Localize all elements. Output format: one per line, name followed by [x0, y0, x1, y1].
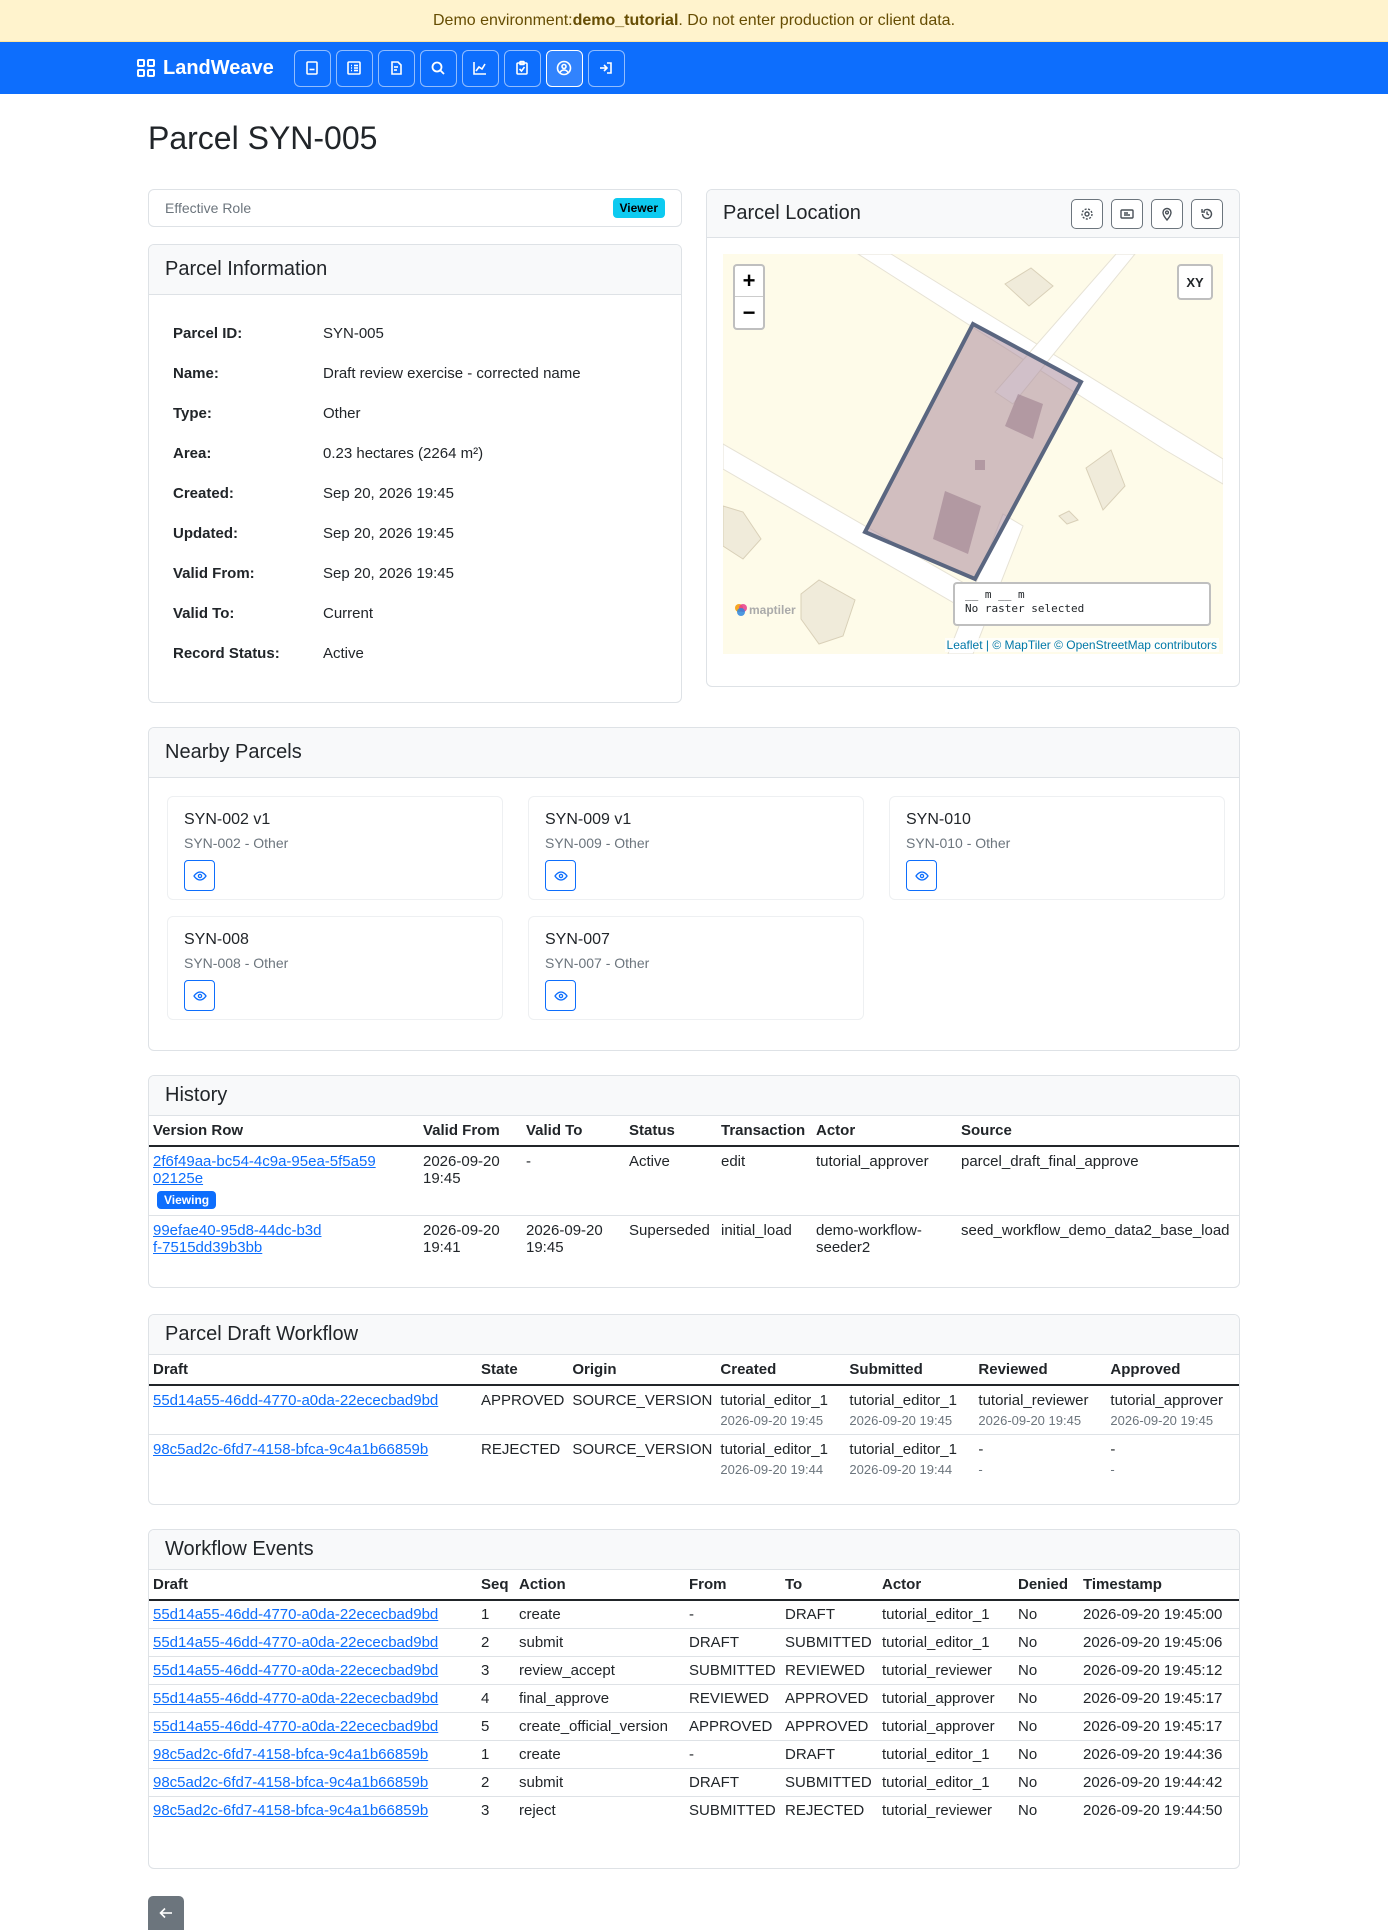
seq-cell: 5	[477, 1713, 515, 1741]
nearby-parcel-title: SYN-009 v1	[545, 811, 632, 828]
seq-cell: 4	[477, 1685, 515, 1713]
arrow-left-icon	[159, 1907, 173, 1919]
seq-cell: 3	[477, 1657, 515, 1685]
action-cell: create	[515, 1741, 685, 1769]
origin-cell: SOURCE_VERSION	[568, 1385, 716, 1435]
col-actor: Actor	[878, 1570, 1014, 1600]
submitted-timestamp: 2026-09-20 19:45	[849, 1413, 953, 1428]
nav-logout-button[interactable]	[588, 50, 625, 87]
draft-link[interactable]: 55d14a55-46dd-4770-a0da-22ececbad9bd	[153, 1690, 439, 1707]
eye-icon	[193, 871, 207, 881]
draft-link[interactable]: 55d14a55-46dd-4770-a0da-22ececbad9bd	[153, 1662, 439, 1679]
parcel-information-header: Parcel Information	[149, 245, 681, 295]
from-cell: -	[685, 1600, 781, 1629]
draft-link[interactable]: 55d14a55-46dd-4770-a0da-22ececbad9bd	[153, 1718, 439, 1735]
transaction-cell: edit	[717, 1146, 812, 1216]
reviewed-cell	[974, 1385, 1106, 1435]
nearby-parcel-title: SYN-002 v1	[184, 811, 271, 828]
draft-workflow-table	[149, 1355, 1239, 1483]
nearby-parcel-subtitle: SYN-008 - Other	[184, 955, 289, 971]
to-cell: APPROVED	[781, 1685, 878, 1713]
parcel-location-card	[706, 189, 1240, 687]
workflow-events-card	[148, 1529, 1240, 1869]
reviewed-actor: -	[978, 1441, 984, 1458]
info-value: Other	[323, 405, 361, 422]
action-cell: submit	[515, 1769, 685, 1797]
parcel-information-card	[148, 244, 682, 703]
submitted-cell	[845, 1385, 974, 1435]
info-key: Record Status:	[173, 645, 280, 662]
info-key: Valid From:	[173, 565, 255, 582]
col-source: Source	[957, 1116, 1239, 1146]
nearby-parcel-subtitle: SYN-002 - Other	[184, 835, 289, 851]
action-cell: reject	[519, 1802, 556, 1819]
maptiler-logo-icon	[733, 602, 749, 618]
view-parcel-button[interactable]	[184, 860, 215, 891]
workflow-events-table	[149, 1570, 1239, 1824]
seq-cell: 1	[477, 1600, 515, 1629]
valid-to-cell: -	[522, 1146, 625, 1216]
seq-cell: 2	[477, 1769, 515, 1797]
list-icon	[346, 60, 362, 76]
map-toolbar	[1063, 199, 1223, 229]
book-icon	[304, 60, 320, 76]
col-draft: Draft	[149, 1570, 477, 1600]
map-locate-button[interactable]	[1151, 199, 1183, 229]
col-from: From	[685, 1570, 781, 1600]
nearby-parcel-title: SYN-007	[545, 931, 610, 948]
raster-status: No raster selected	[965, 602, 1085, 615]
history-header: History	[149, 1076, 1239, 1116]
raster-info-panel	[953, 582, 1211, 626]
denied-cell: No	[1014, 1769, 1079, 1797]
actor-cell: tutorial_editor_1	[878, 1741, 1014, 1769]
draft-link[interactable]: 98c5ad2c-6fd7-4158-bfca-9c4a1b66859b	[153, 1746, 429, 1763]
demo-environment-banner	[0, 0, 1388, 42]
logout-icon	[598, 60, 614, 76]
created-cell	[716, 1385, 845, 1435]
info-key: Updated:	[173, 525, 238, 542]
nearby-parcel-subtitle: SYN-010 - Other	[906, 835, 1011, 851]
to-cell: SUBMITTED	[781, 1769, 878, 1797]
created-cell	[716, 1435, 845, 1484]
from-cell: DRAFT	[685, 1629, 781, 1657]
nav-chart-button[interactable]	[462, 50, 499, 87]
actor-cell: tutorial_approver	[812, 1146, 957, 1216]
info-key: Created:	[173, 485, 234, 502]
approved-actor: tutorial_approver	[1110, 1392, 1223, 1409]
reviewed-timestamp: 2026-09-20 19:45	[978, 1413, 1082, 1428]
from-cell: -	[685, 1741, 781, 1769]
to-cell: REJECTED	[785, 1802, 865, 1819]
view-parcel-button[interactable]	[545, 860, 576, 891]
table-row	[149, 1435, 1239, 1484]
table-row	[149, 1629, 1239, 1657]
nav-book-button[interactable]	[294, 50, 331, 87]
submitted-cell	[845, 1435, 974, 1484]
col-submitted: Submitted	[845, 1355, 974, 1385]
col-valid-to: Valid To	[522, 1116, 625, 1146]
to-cell: DRAFT	[781, 1741, 878, 1769]
denied-cell: No	[1014, 1713, 1079, 1741]
zoom-out-button[interactable]: −	[742, 299, 756, 325]
col-status: Status	[625, 1116, 717, 1146]
apps-grid-icon	[137, 59, 155, 77]
id-card-icon	[1120, 207, 1134, 221]
col-valid-from: Valid From	[419, 1116, 522, 1146]
approved-cell	[1106, 1435, 1239, 1484]
origin-cell: SOURCE_VERSION	[572, 1441, 713, 1458]
created-actor: tutorial_editor_1	[720, 1392, 828, 1409]
denied-cell: No	[1014, 1657, 1079, 1685]
actor-cell: tutorial_reviewer	[882, 1802, 993, 1819]
draft-link[interactable]: 98c5ad2c-6fd7-4158-bfca-9c4a1b66859b	[153, 1774, 429, 1791]
col-transaction: Transaction	[717, 1116, 812, 1146]
table-row	[149, 1797, 1239, 1825]
nearby-parcel-tile	[167, 916, 503, 1020]
timestamp-cell: 2026-09-20 19:44:50	[1083, 1802, 1223, 1819]
submitted-actor: tutorial_editor_1	[849, 1392, 957, 1409]
action-cell: final_approve	[515, 1685, 685, 1713]
eye-icon	[915, 871, 929, 881]
denied-cell: No	[1014, 1685, 1079, 1713]
version-link[interactable]: 2f6f49aa-bc54-4c9a-95ea-5f5a5902125e	[153, 1153, 376, 1187]
approved-timestamp: -	[1110, 1462, 1115, 1477]
role-badge: Viewer	[613, 198, 665, 218]
nav-list-button[interactable]	[336, 50, 373, 87]
info-value: Draft review exercise - corrected name	[323, 365, 581, 382]
created-timestamp: 2026-09-20 19:45	[720, 1413, 824, 1428]
reviewed-cell	[974, 1435, 1106, 1484]
col-action: Action	[515, 1570, 685, 1600]
reviewed-actor: tutorial_reviewer	[978, 1392, 1089, 1409]
table-row	[149, 1216, 1239, 1263]
view-parcel-button[interactable]	[545, 980, 576, 1011]
valid-to-cell: 2026-09-20 19:45	[526, 1222, 603, 1256]
draft-link[interactable]: 98c5ad2c-6fd7-4158-bfca-9c4a1b66859b	[153, 1802, 429, 1819]
table-row	[149, 1685, 1239, 1713]
action-cell: review_accept	[515, 1657, 685, 1685]
status-cell: Active	[625, 1146, 717, 1216]
timestamp-cell: 2026-09-20 19:45:17	[1079, 1713, 1239, 1741]
action-cell: create	[515, 1600, 685, 1629]
status-cell: Superseded	[629, 1222, 710, 1239]
chart-icon	[472, 60, 488, 76]
from-cell: SUBMITTED	[685, 1657, 781, 1685]
approved-cell	[1106, 1385, 1239, 1435]
nearby-parcel-subtitle: SYN-007 - Other	[545, 955, 650, 971]
to-cell: SUBMITTED	[781, 1629, 878, 1657]
actor-cell: demo-workflow-seeder2	[816, 1222, 922, 1256]
nearby-parcel-tile	[889, 796, 1225, 900]
scale-readout: __ m __ m	[965, 588, 1025, 601]
actor-cell: tutorial_editor_1	[878, 1600, 1014, 1629]
valid-from-cell: 2026-09-20 19:45	[419, 1146, 522, 1216]
approved-actor: -	[1110, 1441, 1116, 1458]
timestamp-cell: 2026-09-20 19:44:36	[1079, 1741, 1239, 1769]
brand-name: LandWeave	[163, 56, 274, 79]
banner-env-name: demo_tutorial	[572, 11, 679, 29]
banner-prefix: Demo environment:	[432, 11, 573, 29]
created-timestamp: 2026-09-20 19:44	[720, 1462, 824, 1477]
info-value: Current	[323, 605, 374, 622]
banner-suffix: . Do not enter production or client data.	[678, 11, 956, 29]
action-cell: create_official_version	[515, 1713, 685, 1741]
map-history-button[interactable]	[1191, 199, 1223, 229]
eye-icon	[554, 871, 568, 881]
draft-workflow-header: Parcel Draft Workflow	[149, 1315, 1239, 1355]
parcel-draft-workflow-card	[148, 1314, 1240, 1505]
col-state: State	[477, 1355, 568, 1385]
viewing-badge: Viewing	[157, 1191, 216, 1209]
clipboard-check-icon	[514, 60, 530, 76]
denied-cell: No	[1014, 1741, 1079, 1769]
nav-clipboard-check-button[interactable]	[504, 50, 541, 87]
col-version-row: Version Row	[149, 1116, 419, 1146]
table-row	[149, 1769, 1239, 1797]
state-cell: APPROVED	[477, 1385, 568, 1435]
workflow-events-header: Workflow Events	[149, 1530, 1239, 1570]
xy-coordinate-button[interactable]: XY	[1177, 264, 1213, 300]
nearby-parcel-tile	[528, 796, 864, 900]
draft-link[interactable]: 98c5ad2c-6fd7-4158-bfca-9c4a1b66859b	[153, 1441, 429, 1458]
info-key: Parcel ID:	[173, 325, 243, 342]
page-title: Parcel SYN-005	[148, 120, 378, 156]
nearby-parcels-header: Nearby Parcels	[149, 728, 1239, 778]
eye-icon	[193, 991, 207, 1001]
col-seq: Seq	[477, 1570, 515, 1600]
table-row	[149, 1741, 1239, 1769]
transaction-cell: initial_load	[721, 1222, 792, 1239]
timestamp-cell: 2026-09-20 19:45:12	[1079, 1657, 1239, 1685]
table-row	[149, 1600, 1239, 1629]
info-key: Name:	[173, 365, 219, 382]
nearby-parcel-title: SYN-010	[906, 811, 971, 828]
denied-cell: No	[1014, 1600, 1079, 1629]
reviewed-timestamp: -	[978, 1462, 983, 1477]
parcel-location-title: Parcel Location	[723, 202, 861, 224]
back-button[interactable]	[148, 1896, 184, 1930]
draft-link[interactable]: 55d14a55-46dd-4770-a0da-22ececbad9bd	[153, 1634, 439, 1651]
state-cell: REJECTED	[481, 1441, 561, 1458]
timestamp-cell: 2026-09-20 19:45:06	[1079, 1629, 1239, 1657]
col-denied: Denied	[1014, 1570, 1079, 1600]
map-settings-button[interactable]	[1071, 199, 1103, 229]
gear-icon	[1080, 207, 1094, 221]
top-navbar	[0, 42, 1388, 94]
info-value: SYN-005	[323, 325, 384, 342]
history-card	[148, 1075, 1240, 1288]
history-clock-icon	[1200, 207, 1214, 221]
nearby-parcel-tile	[528, 916, 864, 1020]
user-circle-icon	[556, 60, 572, 76]
timestamp-cell: 2026-09-20 19:44:42	[1079, 1769, 1239, 1797]
created-actor: tutorial_editor_1	[720, 1441, 828, 1458]
denied-cell: No	[1018, 1802, 1038, 1819]
effective-role-label: Effective Role	[165, 200, 252, 216]
col-draft: Draft	[149, 1355, 477, 1385]
actor-cell: tutorial_editor_1	[878, 1629, 1014, 1657]
seq-cell: 3	[481, 1802, 490, 1819]
maptiler-logo-text: maptiler	[749, 603, 796, 617]
table-row	[149, 1657, 1239, 1685]
info-value: Active	[323, 645, 364, 662]
zoom-in-button[interactable]: +	[735, 266, 763, 297]
table-row	[149, 1146, 1239, 1216]
info-value: Sep 20, 2026 19:45	[323, 525, 454, 542]
info-key: Area:	[173, 445, 212, 462]
effective-role-card	[148, 189, 682, 227]
nearby-parcel-subtitle: SYN-009 - Other	[545, 835, 650, 851]
table-row	[149, 1385, 1239, 1435]
maptiler-logo	[733, 602, 796, 618]
search-icon	[430, 60, 446, 76]
from-cell: APPROVED	[685, 1713, 781, 1741]
to-cell: APPROVED	[781, 1713, 878, 1741]
nearby-parcel-tile	[167, 796, 503, 900]
parcel-location-header	[707, 190, 1239, 238]
col-reviewed: Reviewed	[974, 1355, 1106, 1385]
history-table	[149, 1116, 1239, 1262]
nav-clipboard-edit-button[interactable]	[378, 50, 415, 87]
seq-cell: 2	[477, 1629, 515, 1657]
approved-timestamp: 2026-09-20 19:45	[1110, 1413, 1214, 1428]
actor-cell: tutorial_approver	[878, 1685, 1014, 1713]
col-origin: Origin	[568, 1355, 716, 1385]
map-pin-icon	[1160, 207, 1174, 221]
actor-cell: tutorial_approver	[878, 1713, 1014, 1741]
source-cell: parcel_draft_final_approve	[957, 1146, 1239, 1216]
nearby-parcels-card	[148, 727, 1240, 1051]
info-key: Type:	[173, 405, 212, 422]
col-to: To	[781, 1570, 878, 1600]
submitted-timestamp: 2026-09-20 19:44	[849, 1462, 953, 1477]
actor-cell: tutorial_editor_1	[878, 1769, 1014, 1797]
seq-cell: 1	[477, 1741, 515, 1769]
actor-cell: tutorial_reviewer	[878, 1657, 1014, 1685]
draft-link[interactable]: 55d14a55-46dd-4770-a0da-22ececbad9bd	[153, 1606, 439, 1623]
timestamp-cell: 2026-09-20 19:45:17	[1079, 1685, 1239, 1713]
nav-account-button[interactable]	[546, 50, 583, 87]
source-cell: seed_workflow_demo_data2_base_load	[961, 1222, 1230, 1239]
from-cell: DRAFT	[685, 1769, 781, 1797]
leaflet-link[interactable]: Leaflet	[946, 638, 983, 652]
map-zoom-control	[733, 264, 765, 330]
info-value: Sep 20, 2026 19:45	[323, 565, 454, 582]
parcel-map[interactable]	[723, 254, 1223, 654]
col-actor: Actor	[812, 1116, 957, 1146]
view-parcel-button[interactable]	[184, 980, 215, 1011]
attribution-credits: | © MapTiler © OpenStreetMap contributors	[982, 638, 1217, 652]
map-layers-button[interactable]	[1111, 199, 1143, 229]
to-cell: REVIEWED	[781, 1657, 878, 1685]
info-value: 0.23 hectares (2264 m²)	[323, 445, 484, 462]
action-cell: submit	[515, 1629, 685, 1657]
denied-cell: No	[1014, 1629, 1079, 1657]
to-cell: DRAFT	[781, 1600, 878, 1629]
clipboard-edit-icon	[388, 60, 404, 76]
version-link[interactable]: 99efae40-95d8-44dc-b3df-7515dd39b3bb	[153, 1222, 322, 1256]
col-approved: Approved	[1106, 1355, 1239, 1385]
table-row	[149, 1713, 1239, 1741]
nearby-parcel-title: SYN-008	[184, 931, 249, 948]
info-key: Valid To:	[173, 605, 235, 622]
from-cell: SUBMITTED	[689, 1802, 776, 1819]
valid-from-cell: 2026-09-20 19:41	[423, 1222, 500, 1256]
view-parcel-button[interactable]	[906, 860, 937, 891]
info-value: Sep 20, 2026 19:45	[323, 485, 454, 502]
col-created: Created	[716, 1355, 845, 1385]
brand[interactable]	[137, 57, 274, 80]
nav-search-button[interactable]	[420, 50, 457, 87]
col-timestamp: Timestamp	[1079, 1570, 1239, 1600]
from-cell: REVIEWED	[685, 1685, 781, 1713]
map-attribution	[945, 638, 1219, 652]
eye-icon	[554, 991, 568, 1001]
submitted-actor: tutorial_editor_1	[849, 1441, 957, 1458]
draft-link[interactable]: 55d14a55-46dd-4770-a0da-22ececbad9bd	[153, 1392, 439, 1409]
timestamp-cell: 2026-09-20 19:45:00	[1079, 1600, 1239, 1629]
